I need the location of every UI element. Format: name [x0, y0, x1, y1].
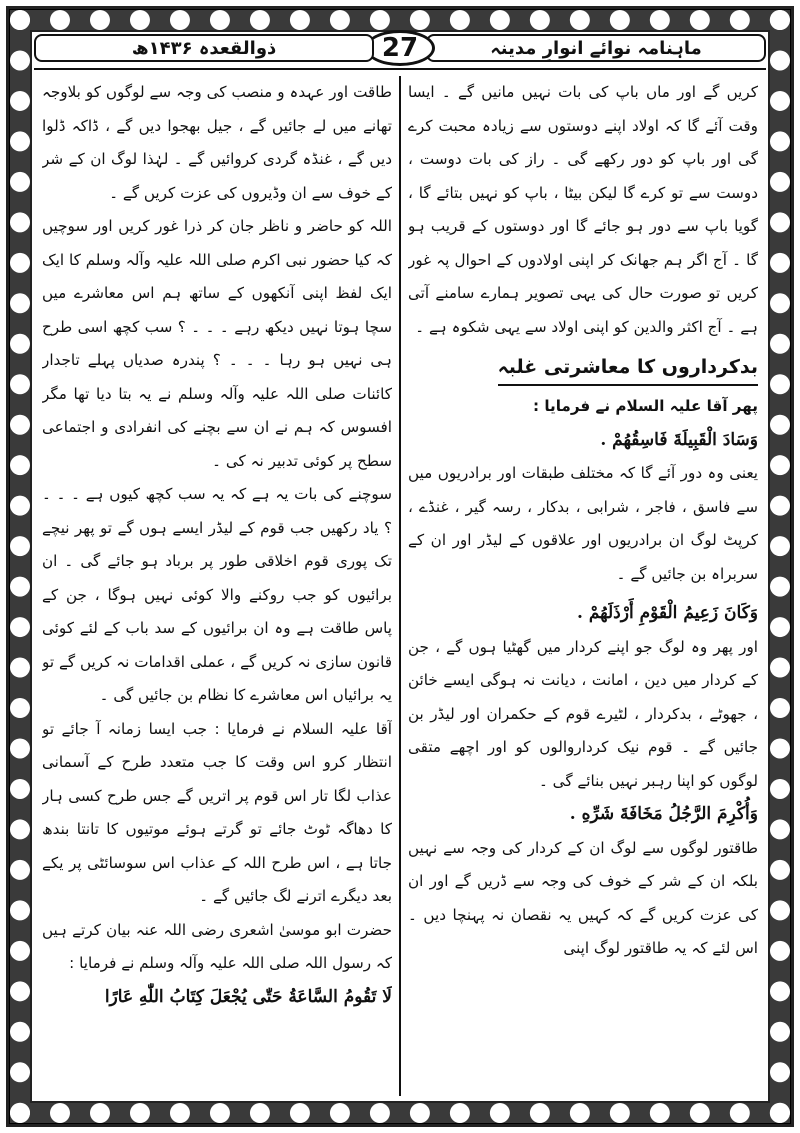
column-divider [399, 76, 401, 1096]
hadith-quote-3: وَأُكْرِمَ الرَّجُلُ مَخَافَةَ شَرِّهِ . [569, 804, 758, 824]
hadith-quote-1: وَسَادَ الْقَبِيلَةَ فَاسِقُهُمْ . [600, 429, 758, 450]
magazine-title: ماہنامہ نوائے انوارِ مدینہ [426, 34, 766, 62]
left-paragraph-5: حضرت ابو موسیٰ اشعری رضی اللہ عنہ بیان کرتے ہیں کہ رسول اللہ صلی اللہ علیہ وآلہ وسلم نے فرمایا : [42, 920, 392, 972]
hadith-quote-4: لَا تَقُومُ السَّاعَةُ حَتّٰى يُجْعَلَ كِتَابُ اللّٰهِ عَارًا [104, 986, 392, 1007]
left-paragraph-4: آقا علیہ السلام نے فرمایا : جب ایسا زمانہ آ جائے تو انتظار کرو اس وقت کا جب متعدد طرح کے آسمانی عذاب لگا تار اس قوم پر اتریں گے جس طرح کسی ہار کا دھاگہ ٹوٹ جائے تو گرتے ہوئے موتیوں کا تانتا بندھ جاتا ہے ، اس طرح اللہ کے عذاب اس سوسائٹی پر یکے بعد دیگرے اترنے لگ جائیں گے ۔ [42, 719, 392, 905]
intro-line: پھر آقا علیہ السلام نے فرمایا : [532, 397, 758, 415]
left-paragraph-1: طاقت اور عہدہ و منصب کی وجہ سے لوگوں کو بلاوجہ تھانے میں لے جائیں گے ، جیل بھجوا دیں گے ، ڈاکہ ڈلوا دیں گے ، غنڈہ گردی کروائیں گے ۔ لہٰذا لوگ ان کے شر کے خوف سے ان وڈیروں کی عزت کریں گے ۔ [42, 83, 392, 202]
right-paragraph-4: طاقتور لوگوں سے لوگ ان کے کردار کی وجہ سے نہیں بلکہ ان کے شر کے خوف کی وجہ سے ڈریں گے اور ان کی عزت کریں گے کہ کہیں یہ نقصان نہ پہنچا دیں ۔ اس لئے کہ یہ طاقتور لوگ اپنی [408, 838, 758, 957]
hadith-quote-2: وَكَانَ زَعِيمُ الْقَوْمِ أَرْذَلَهُمْ . [577, 603, 758, 623]
page-header [34, 34, 766, 64]
left-paragraph-2: اللہ کو حاضر و ناظر جان کر ذرا غور کریں اور سوچیں کہ کیا حضور نبی اکرم صلی اللہ علیہ وآلہ وسلم کا ایک ایک لفظ اپنی آنکھوں کے ساتھ ہم اس معاشرے میں سچا ہوتا نہیں دیکھ رہے ۔ ۔ ۔ ؟ سب کچھ اسی طرح ہی نہیں ہو رہا ۔ ۔ ۔ ؟ پندرہ صدیاں پہلے تاجدار کائنات صلی اللہ علیہ وآلہ وسلم نے یہ بتا دیا تھا مگر افسوس کہ ہم نے ان سے بچنے کی انفرادی و اجتماعی سطح پر کوئی تدبیر نہ کی ۔ [42, 217, 392, 470]
right-column [408, 76, 758, 1096]
section-heading: بدکرداروں کا معاشرتی غلبہ [498, 350, 758, 386]
right-paragraph-3: اور پھر وہ لوگ جو اپنے کردار میں گھٹیا ہوں گے ، جن کے کردار میں دین ، امانت ، دیانت نہ ہوگی ایسے خائن ، جھوٹے ، بدکردار ، لٹیرے قوم کے حکمران اور لیڈر بن جائیں گے ۔ قوم نیک کرداروالوں کو اور اچھے متقی لوگوں کو اپنا رہبر نہیں بنائے گی ۔ [408, 637, 758, 790]
issue-date: ذوالقعدہ ۱۴۳۶ھ [34, 34, 374, 62]
right-paragraph-2: یعنی وہ دور آئے گا کہ مختلف طبقات اور برادریوں میں سے فاسق ، فاجر ، شرابی ، بدکار ، رسہ گیر ، غنڈے ، کرپٹ لوگ ان برادریوں اور علاقوں کے لیڈر اور ان کے سربراہ بن جائیں گے ۔ [408, 464, 758, 583]
left-paragraph-3: سوچنے کی بات یہ ہے کہ یہ سب کچھ کیوں ہے ۔ ۔ ۔ ؟ یاد رکھیں جب قوم کے لیڈر ایسے ہوں گے تو پھر نیچے تک پوری قوم اخلاقی طور پر برباد ہو جائے گی ۔ ان برائیوں کو جب روکنے والا کوئی نہیں ہوگا ، جن کے پاس طاقت ہے وہ ان برائیوں کے سد باب کے لئے کوئی قانون سازی نہ کریں گے ، عملی اقدامات نہ کریں گے تو یہ برائیاں اس معاشرے کا نظام بن جائیں گی ۔ [42, 485, 392, 704]
header-rule [34, 68, 766, 70]
right-paragraph-1: کریں گے اور ماں باپ کی بات نہیں مانیں گے ۔ ایسا وقت آئے گا کہ اولاد اپنے دوستوں سے زیادہ محبت کرے گی اور باپ کو دور رکھے گی ۔ راز کی بات دوست ، دوست سے تو کرے گا لیکن بیٹا ، باپ کو نہیں بتائے گا ، گویا باپ سے دور ہو جائے گا اور دوستوں کے قریب ہو گا ۔ آج اگر ہم جھانک کر اپنی اولادوں کے احوال پہ غور کریں تو صورت حال کی یہی تصویر ہمارے سامنے آتی ہے ۔ آج اکثر والدین کو اپنی اولاد سے یہی شکوہ ہے ۔ [408, 83, 758, 336]
page-number: 27 [365, 30, 435, 66]
left-column [42, 76, 392, 1096]
